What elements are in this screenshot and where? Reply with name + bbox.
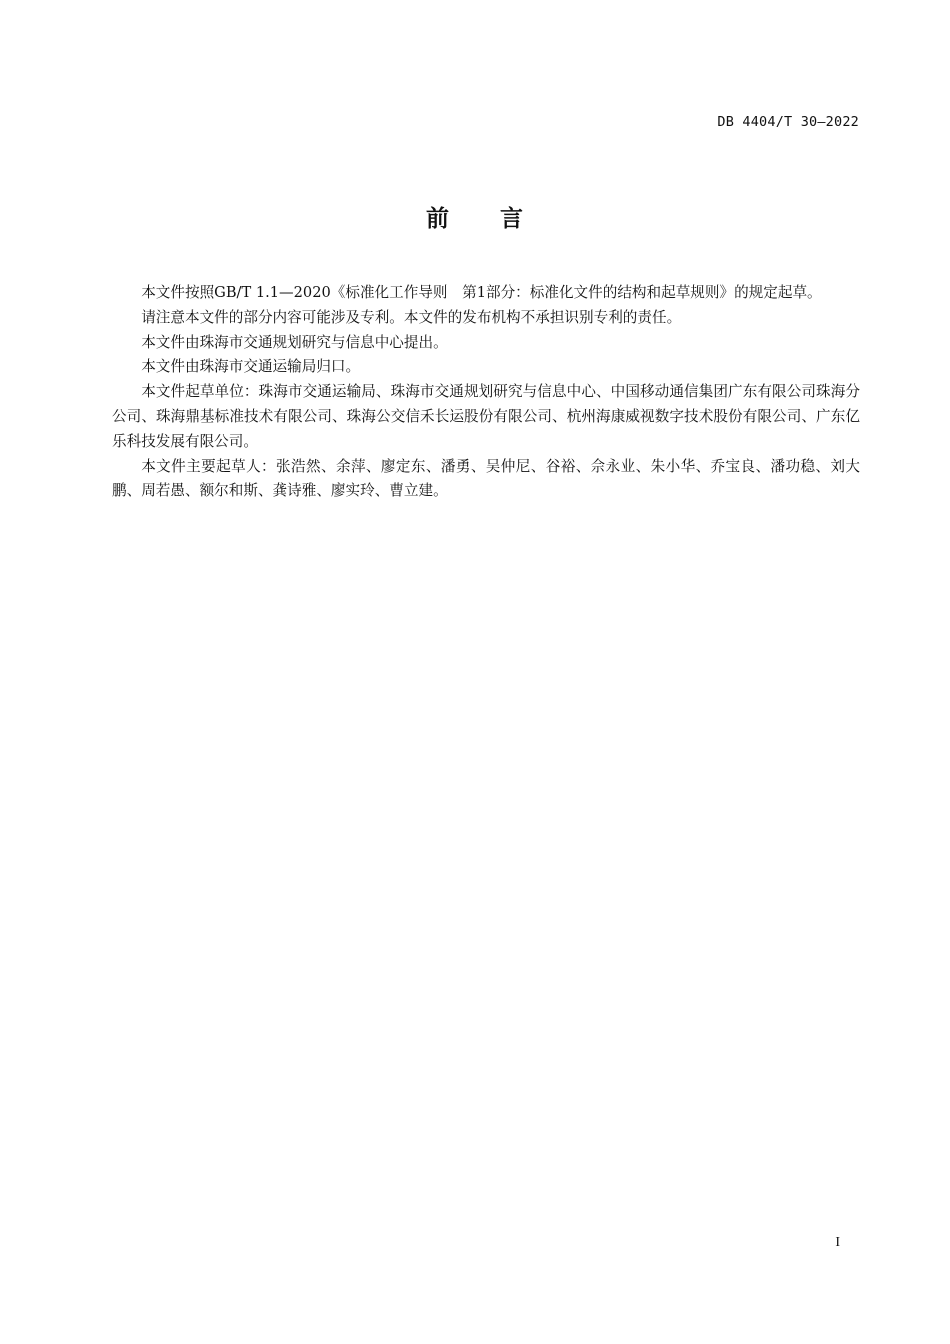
- page-title: [0, 200, 950, 233]
- paragraph-administrator: 本文件由珠海市交通运输局归口。: [141, 358, 361, 376]
- paragraph-patent-notice: 请注意本文件的部分内容可能涉及专利。本文件的发布机构不承担识别专利的责任。: [141, 308, 682, 326]
- standard-code: DB 4404/T 30—2022: [717, 114, 859, 130]
- page-number: I: [835, 1235, 840, 1250]
- paragraph-drafters: 本文件主要起草人：张浩然、余萍、廖定东、潘勇、吴仲尼、谷裕、佘永业、朱小华、乔宝良、潘功稳、刘大鹏、周若愚、额尔和斯、龚诗雅、廖实玲、曹立建。: [112, 457, 860, 500]
- paragraph-proposer: 本文件由珠海市交通规划研究与信息中心提出。: [141, 333, 448, 351]
- paragraph-drafting-units: 本文件起草单位：珠海市交通运输局、珠海市交通规划研究与信息中心、中国移动通信集团广东有限公司珠海分公司、珠海鼎基标准技术有限公司、珠海公交信禾长运股份有限公司、杭州海康威视数字技术股份有限公司、广东亿乐科技发展有限公司。: [112, 383, 860, 450]
- foreword-body: [112, 281, 860, 504]
- title-char-1: 前: [426, 206, 450, 232]
- title-char-2: 言: [500, 206, 524, 232]
- paragraph-drafting-rules: 本文件按照GB/T 1.1—2020《标准化工作导则 第1部分：标准化文件的结构和起草规则》的规定起草。: [141, 284, 822, 301]
